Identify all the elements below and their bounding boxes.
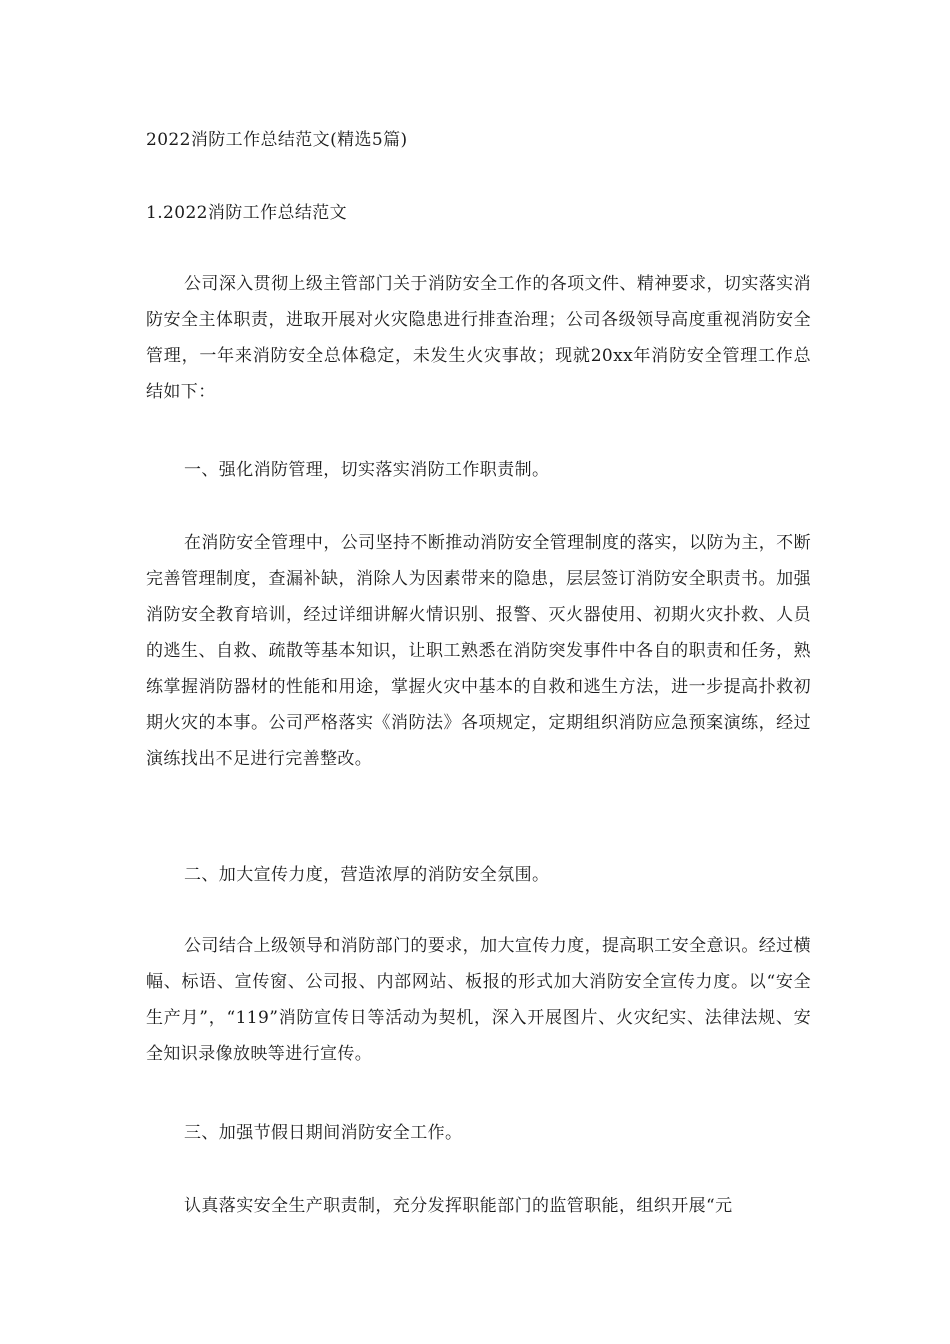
section-heading-3: 三、加强节假日期间消防安全工作。 [184, 1123, 463, 1143]
body-paragraph-2: 公司结合上级领导和消防部门的要求，加大宣传力度，提高职工安全意识。经过横幅、标语、宣传窗、公司报、内部网站、板报的形式加大消防安全宣传力度。以“安全生产月”，“119”消防宣传日等活动为契机，深入开展图片、火灾纪实、法律法规、安全知识录像放映等进行宣传。 [146, 936, 811, 1064]
section-heading-1: 一、强化消防管理，切实落实消防工作职责制。 [184, 460, 550, 480]
section-title: 1.2022消防工作总结范文 [146, 203, 348, 223]
body-paragraph-3: 认真落实安全生产职责制，充分发挥职能部门的监管职能，组织开展“元 [184, 1196, 733, 1216]
section-heading-2: 二、加大宣传力度，营造浓厚的消防安全氛围。 [184, 865, 550, 885]
intro-paragraph: 公司深入贯彻上级主管部门关于消防安全工作的各项文件、精神要求，切实落实消防安全主体职责，进取开展对火灾隐患进行排查治理；公司各级领导高度重视消防安全管理，一年来消防安全总体稳定，未发生火灾事故；现就20xx年消防安全管理工作总结如下： [146, 274, 811, 402]
document-title: 2022消防工作总结范文(精选5篇) [146, 130, 408, 150]
body-paragraph-1: 在消防安全管理中，公司坚持不断推动消防安全管理制度的落实，以防为主，不断完善管理制度，查漏补缺，消除人为因素带来的隐患，层层签订消防安全职责书。加强消防安全教育培训，经过详细讲解火情识别、报警、灭火器使用、初期火灾扑救、人员的逃生、自救、疏散等基本知识，让职工熟悉在消防突发事件中各自的职责和任务，熟练掌握消防器材的性能和用途，掌握火灾中基本的自救和逃生方法，进一步提高扑救初期火灾的本事。公司严格落实《消防法》各项规定，定期组织消防应急预案演练，经过演练找出不足进行完善整改。 [146, 533, 811, 769]
